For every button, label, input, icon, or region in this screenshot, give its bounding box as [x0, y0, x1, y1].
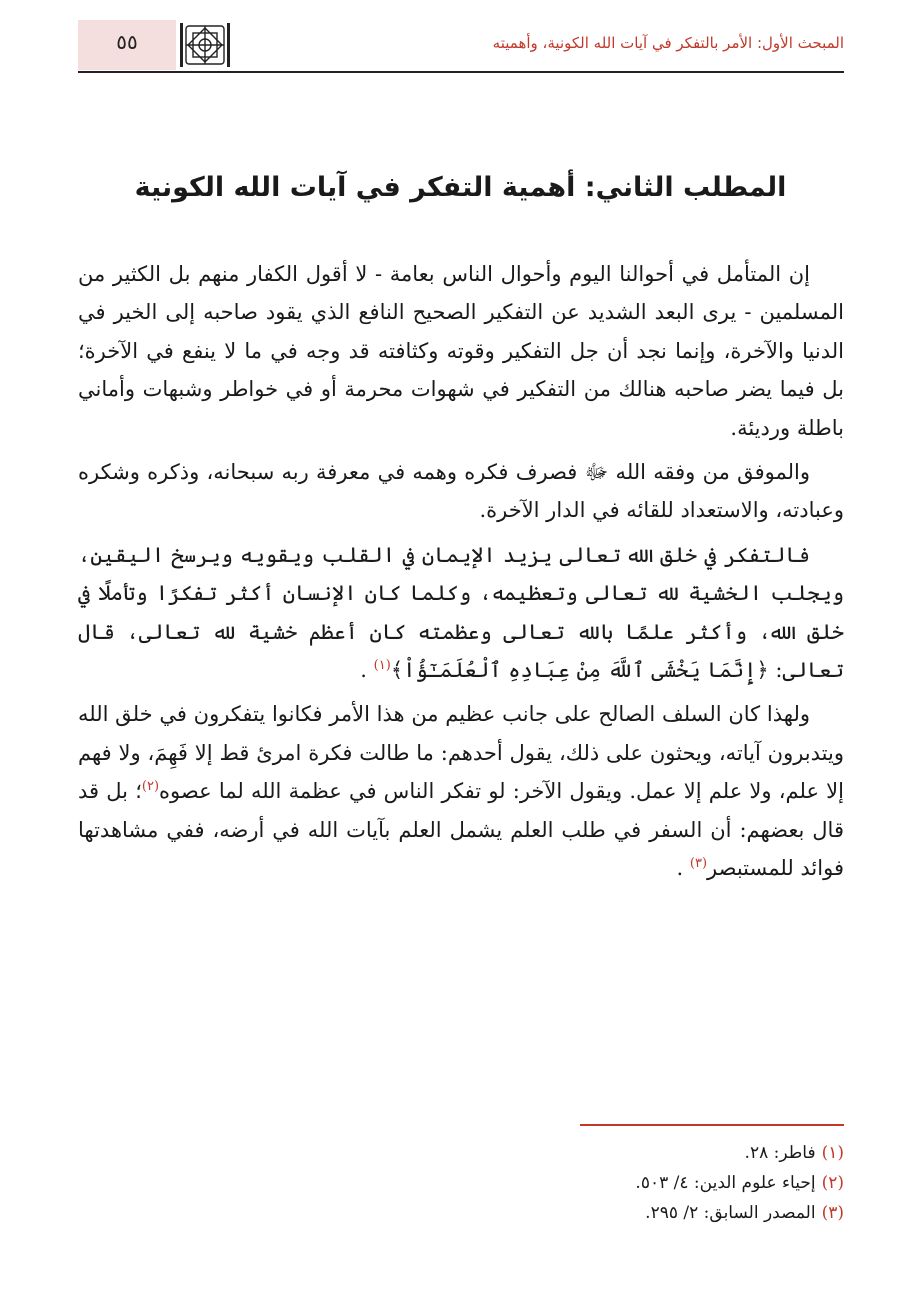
page-number: ٥٥	[116, 30, 138, 54]
paragraph-text: فالتفكر في خلق الله تعالى يزيد الإيمان في القلب ويقويه ويرسخ اليقين، ويجلب الخشية لله تعالى وتعظيمه، وكلما كان الإنسان أكثر تفكرًا وتأملًا في خلق الله، وأكثر علمًا بالله تعالى وعظمته كان أعظم خشية لله تعالى، قال تعالى: ﴿إِنَّمَا يَخْشَى ٱللَّهَ مِنْ عِبَادِهِ ٱلْعُلَمَـٰٓؤُاْ﴾	[78, 542, 844, 683]
footnote-text: المصدر السابق: ٢/ ٢٩٥.	[645, 1203, 816, 1223]
footnote-text: فاطر: ٢٨.	[744, 1143, 816, 1163]
ornament-icon	[179, 22, 231, 68]
paragraph: والموفق من وفقه الله ﷻ فصرف فكره وهمه في معرفة ربه سبحانه، وذكره وشكره وعبادته، والاستعداد للقائه في الدار الآخرة.	[78, 460, 844, 523]
running-title: المبحث الأول: الأمر بالتفكر في آيات الله الكونية، وأهميته	[492, 34, 844, 52]
footnote-ref[interactable]: (٢)	[141, 779, 160, 795]
paragraph	[78, 536, 844, 690]
paragraph-text: ؛ بل قد قال بعضهم: أن السفر في طلب العلم يشمل العلم بآيات الله في أرضه، ففي مشاهدتها فوائد للمستبصر	[78, 779, 844, 881]
page-header	[78, 20, 844, 70]
body-text	[78, 255, 844, 894]
header-divider	[78, 71, 844, 73]
period: .	[360, 658, 367, 683]
section-title: المطلب الثاني: أهمية التفكر في آيات الله الكونية	[134, 172, 787, 203]
footnote-text: إحياء علوم الدين: ٤/ ٥٠٣.	[635, 1173, 816, 1193]
footnotes	[78, 1138, 844, 1228]
footnote-ref[interactable]: (١)	[373, 658, 391, 674]
page-number-box	[78, 20, 176, 70]
paragraph-text: ولهذا كان السلف الصالح على جانب عظيم من هذا الأمر فكانوا يتفكرون في خلق الله ويتدبرون آياته، ويحثون على ذلك، يقول أحدهم: ما طالت فكرة امرئ قط إلا فَهِمَ، ولا فهم إلا علم، ولا علم إلا عمل. ويقول الآخر: لو تفكر الناس في عظمة الله لما عصوه	[78, 702, 844, 804]
period: .	[676, 856, 684, 881]
footnote	[78, 1138, 844, 1168]
paragraph	[78, 695, 844, 887]
footnote-number: (١)	[821, 1143, 844, 1163]
footnote	[78, 1168, 844, 1198]
paragraph: إن المتأمل في أحوالنا اليوم وأحوال الناس بعامة - لا أقول الكفار منهم بل الكثير من المسلمين - يرى البعد الشديد عن التفكير الصحيح النافع الذي يقود صاحبه إلى الخير في الدنيا والآخرة، وإنما نجد أن جل التفكير وقوته وكثافته قد وجه في ما لا ينفع في الآخرة؛ بل فيما يضر صاحبه هنالك من التفكير في شهوات محرمة أو في خواطر وشبهات وأماني باطلة ورديئة.	[78, 262, 844, 440]
footnote-number: (٢)	[821, 1173, 844, 1193]
footnote-divider	[580, 1124, 844, 1126]
footnote-number: (٣)	[821, 1203, 844, 1223]
footnote-ref[interactable]: (٣)	[689, 856, 708, 872]
footnote	[78, 1198, 844, 1228]
